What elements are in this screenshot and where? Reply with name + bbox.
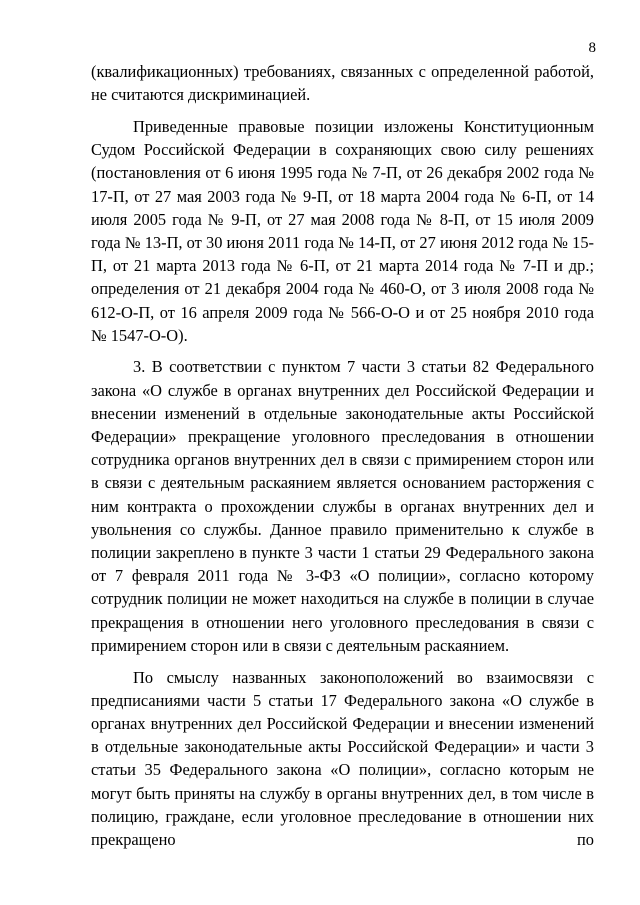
paragraph-continuation: (квалификационных) требованиях, связанных с определенной работой, не считаются дискриминацией. (91, 62, 594, 105)
paragraph-section-3: 3. В соответствии с пунктом 7 части 3 статьи 82 Федерального закона «О службе в органах внутренних дел Российской Федерации и внесении изменений в отдельные законодательные акты Российской Федерации» прекращение уголовного преследования в отношении сотрудника органов внутренних дел в связи с примирением сторон или в связи с деятельным раскаянием является основанием расторжения с ним контракта о прохождении службы в органах внутренних дел и увольнения со службы. Данное правило применительно к службе в полиции закреплено в пункте 3 части 1 статьи 29 Федерального закона от 7 февраля 2011 года № 3-ФЗ «О полиции», согласно которому сотрудник полиции не может находиться на службе в полиции в случае прекращения в отношении него уголовного преследования в связи с примирением сторон или в связи с деятельным раскаянием. (91, 357, 594, 655)
document-body (91, 60, 594, 860)
paragraph-legal-positions: Приведенные правовые позиции изложены Конституционным Судом Российской Федерации в сохраняющих свою силу решениях (постановления от 6 июня 1995 года № 7-П, от 26 декабря 2002 года № 17-П, от 27 мая 2003 года № 9-П, от 18 марта 2004 года № 6-П, от 14 июля 2005 года № 9-П, от 27 мая 2008 года № 8-П, от 15 июля 2009 года № 13-П, от 30 июня 2011 года № 14-П, от 27 июня 2012 года № 15-П, от 21 марта 2013 года № 6-П, от 21 марта 2014 года № 7-П и др.; определения от 21 декабря 2004 года № 460-О, от 3 июля 2008 года № 612-О-П, от 16 апреля 2009 года № 566-О-О и от 25 ноября 2010 года № 1547-О-О). (91, 116, 594, 345)
page-number: 8 (588, 40, 596, 56)
paragraph-interpretation: По смыслу названных законоположений во взаимосвязи с предписаниями части 5 статьи 17 Федерального закона «О службе в органах внутренних дел Российской Федерации и внесении изменений в отдельные законодательные акты Российской Федерации» и части 3 статьи 35 Федерального закона «О полиции», согласно которым не могут быть приняты на службу в органы внутренних дел, в том числе в полицию, граждане, если уголовное преследование в отношении них прекращено по (91, 667, 594, 849)
